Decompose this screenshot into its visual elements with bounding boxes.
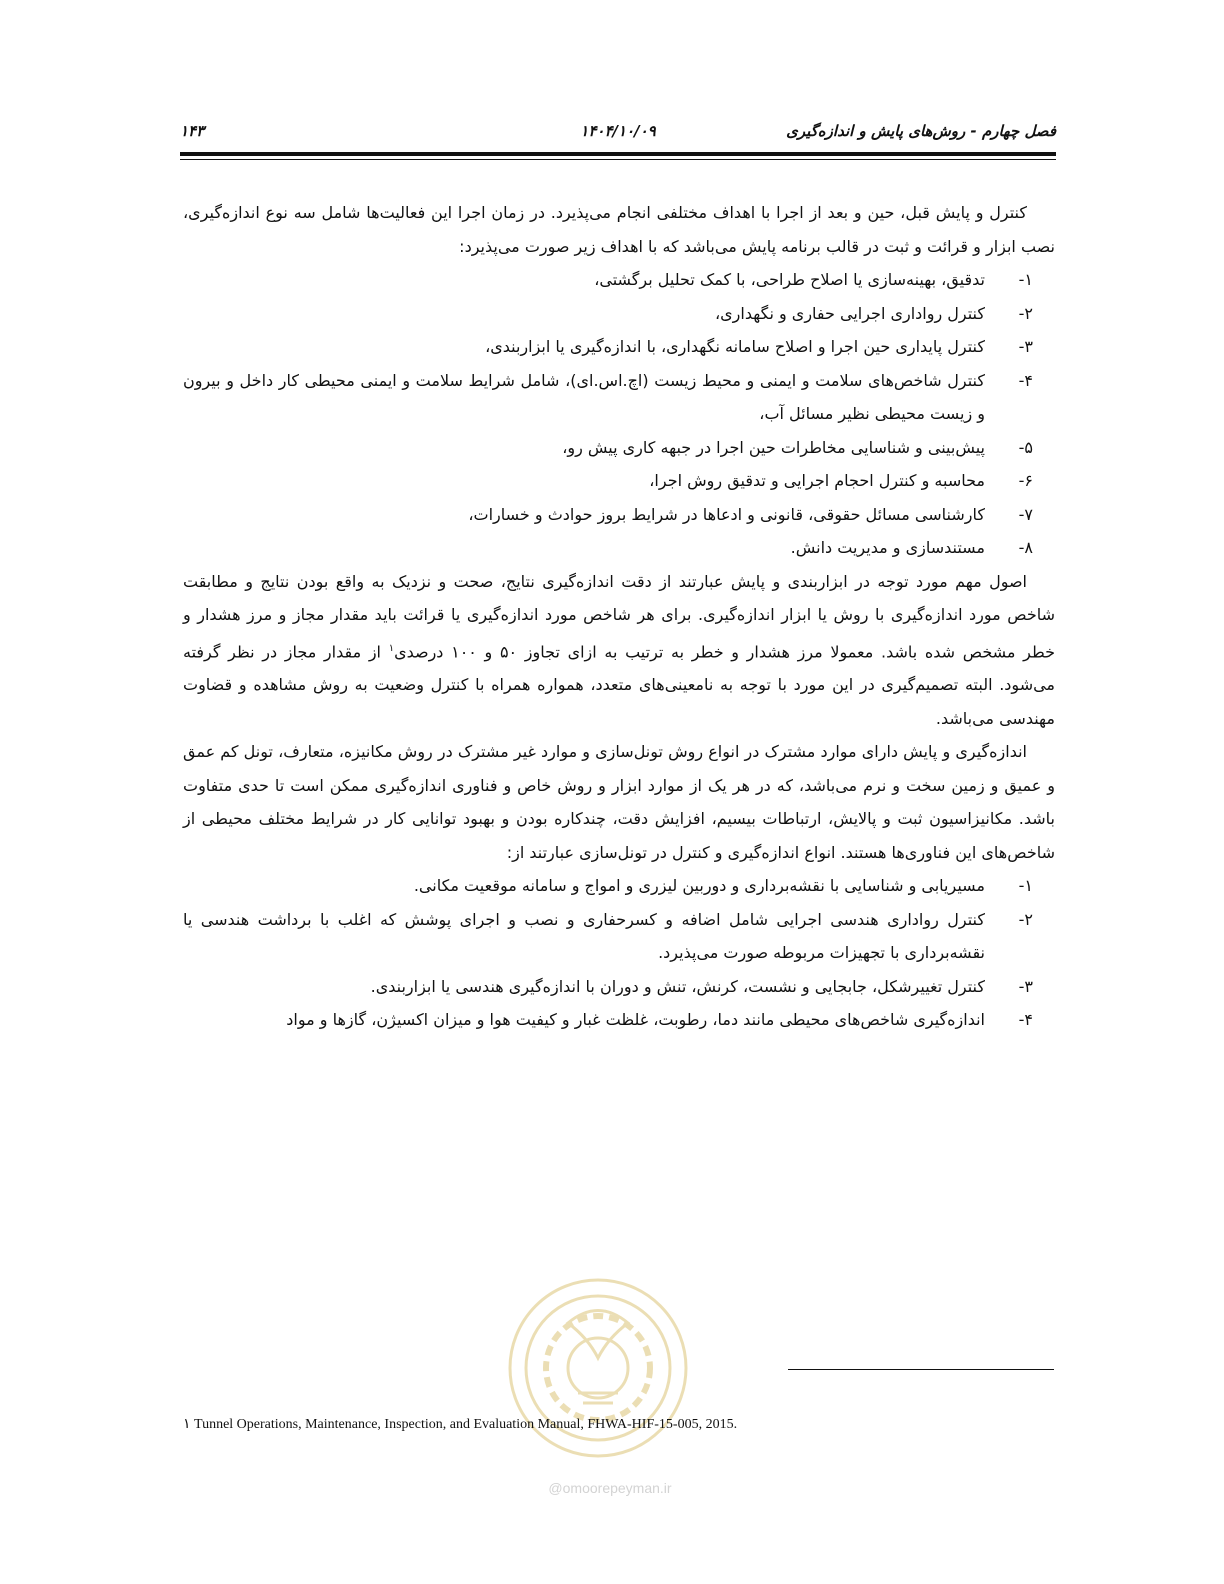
list-item [183,464,1055,498]
list-number: ۳- [1018,337,1033,356]
body-text [183,196,1055,1037]
footnote-reference[interactable]: ۱ [388,642,395,654]
watermark-seal-icon [498,1268,698,1468]
list-number: ۶- [1018,471,1033,490]
paragraph-2-text-a: اصول مهم مورد توجه در ابزاربندی و پایش عبارتند از دقت اندازه‌گیری نتایج، صحت و نزدیک به واقع بودن نتایج و مطابقت شاخص مورد اندازه‌گیری با روش یا ابزار اندازه‌گیری. برای هر شاخص مورد اندازه‌گیری یا قرائت باید مقدار مجاز و مرز هشدار و خطر مشخص شده باشد. معمولا مرز هشدار و خطر به ترتیب به ازای تجاوز ۵۰ و ۱۰۰ درصدی [183,571,1056,661]
chapter-title: فصل چهارم - روش‌های پایش و اندازه‌گیری [786,122,1056,140]
list-item [183,1003,1055,1037]
header-rule-thin [180,159,1056,160]
list-number: ۲- [1018,303,1033,323]
list-item [183,297,1055,331]
list-number: ۳- [1018,976,1033,996]
list-text: کنترل رواداری اجرایی حفاری و نگهداری، [714,303,985,323]
watermark-text: @omoorepeyman.ir [548,1480,672,1496]
list-number: ۷- [1018,504,1033,524]
paragraph-1: کنترل و پایش قبل، حین و بعد از اجرا با اهداف مختلفی انجام می‌پذیرد. در زمان اجرا این فعالیت‌ها شامل سه نوع اندازه‌گیری، نصب ابزار و قرائت و ثبت در قالب برنامه پایش می‌باشد که با اهداف زیر صورت می‌پذیرد: [183,203,1055,256]
list-number: ۱- [1018,876,1033,896]
list-number: ۸- [1018,538,1033,557]
list-number: ۴- [1018,1010,1033,1030]
list-text: اندازه‌گیری شاخص‌های محیطی مانند دما، رطوبت، غلظت غبار و کیفیت هوا و میزان اکسیژن، گازها و مواد [286,1010,985,1030]
list-item [183,330,1055,364]
measurement-types-list [183,869,1055,1037]
objectives-list [183,263,1055,565]
list-text: کنترل رواداری هندسی اجرایی شامل اضافه و کسرحفاری و نصب و اجرای پوشش که اغلب با برداشت هندسی یا نقشه‌برداری با تجهیزات مربوطه صورت می‌پذیرد. [183,909,985,963]
list-text: مسیریابی و شناسایی با نقشه‌برداری و دوربین لیزری و امواج و سامانه موقعیت مکانی. [413,876,985,896]
list-number: ۵- [1018,437,1033,457]
list-number: ۲- [1018,909,1033,929]
header-date: ۱۴۰۴/۱۰/۰۹ [580,122,656,140]
list-item [183,869,1055,903]
paragraph-3: اندازه‌گیری و پایش دارای موارد مشترک در انواع روش تونل‌سازی و موارد غیر مشترک در روش مکانیزه، متعارف، تونل کم عمق و عمیق و زمین سخت و نرم می‌باشد، که در هر یک از موارد ابزار و روش خاص و فناوری اندازه‌گیری ممکن است تا حدی متفاوت باشد. مکانیزاسیون ثبت و پالایش، ارتباطات بیسیم، افزایش دقت، چندکاره بودن و بهبود توانایی کار در شرایط مختلف محیطی از شاخص‌های این فناوری‌ها هستند. انواع اندازه‌گیری و کنترل در تونل‌سازی عبارتند از: [183,742,1055,862]
list-text: پیش‌بینی و شناسایی مخاطرات حین اجرا در جبهه کاری پیش رو، [562,437,985,457]
list-number: ۱- [1018,270,1033,289]
list-item [183,263,1055,297]
list-text: کنترل شاخص‌های سلامت و ایمنی و محیط زیست (اچ.اس.ای)، شامل شرایط سلامت و ایمنی محیطی کار داخل و بیرون و زیست محیطی نظیر مسائل آب، [183,370,985,423]
list-item [183,970,1055,1004]
list-text: مستندسازی و مدیریت دانش. [790,538,985,557]
list-item [183,431,1055,465]
header-rule-thick [180,152,1056,156]
footnote: ۱ Tunnel Operations, Maintenance, Inspection, and Evaluation Manual, FHWA-HIF-15-005, 2015. [183,1417,738,1432]
page-header [180,118,1056,148]
paragraph-2-text-b: از مقدار مجاز در نظر گرفته می‌شود. البته تصمیم‌گیری در این مورد با توجه به نامعینی‌های متعدد، همواره همراه با کنترل وضعیت به روش مشاهده و قضاوت مهندسی می‌باشد. [183,641,1055,728]
list-text: تدقیق، بهینه‌سازی یا اصلاح طراحی، با کمک تحلیل برگشتی، [594,270,985,289]
list-item [183,531,1055,565]
list-text: کنترل پایداری حین اجرا و اصلاح سامانه نگهداری، با اندازه‌گیری یا ابزاربندی، [485,337,985,356]
list-item [183,364,1055,431]
list-number: ۴- [1018,370,1033,390]
list-text: کنترل تغییرشکل، جابجایی و نشست، کرنش، تنش و دوران با اندازه‌گیری هندسی یا ابزاربندی. [370,976,985,996]
list-item [183,498,1055,532]
paragraph-2 [183,565,1055,736]
list-text: محاسبه و کنترل احجام اجرایی و تدقیق روش اجرا، [649,471,985,490]
list-text: کارشناسی مسائل حقوقی، قانونی و ادعاها در شرایط بروز حوادث و خسارات، [468,504,985,524]
list-item [183,903,1055,970]
footnote-separator [788,1369,1054,1370]
page-number: ۱۴۳ [180,122,205,140]
